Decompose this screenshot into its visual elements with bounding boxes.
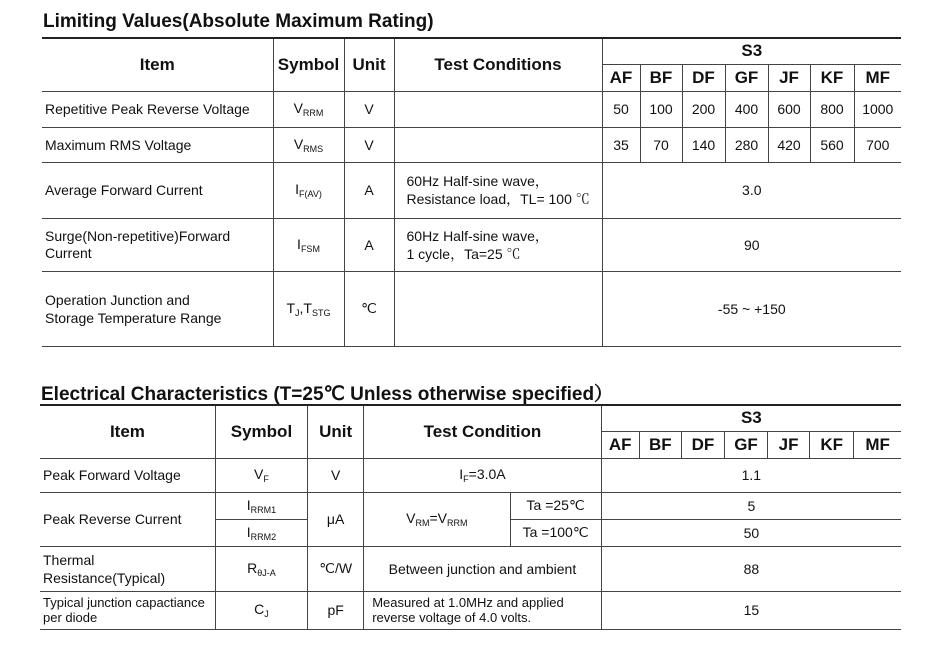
symbol-cell: $I_{F(AV)}$ bbox=[273, 162, 344, 218]
condition-line: 1 cycle，Ta=25 ℃ bbox=[406, 245, 521, 262]
symbol-cell: $V_F$ bbox=[215, 458, 307, 492]
condition-cell: $V_{RM}=V_{RRM}$ bbox=[364, 492, 510, 546]
unit-cell: pF bbox=[308, 591, 364, 629]
condition-cell bbox=[394, 271, 602, 346]
value-cell: 15 bbox=[601, 591, 901, 629]
variant-mf: MF bbox=[854, 431, 901, 458]
value-cell: 600 bbox=[768, 91, 810, 127]
table-row bbox=[42, 162, 901, 218]
item-label: Average Forward Current bbox=[45, 182, 203, 198]
header-test-conditions: Test Conditions bbox=[394, 38, 602, 91]
unit-cell: V bbox=[308, 458, 364, 492]
variant-jf: JF bbox=[768, 431, 810, 458]
value-cell: 70 bbox=[640, 127, 682, 162]
value-cell: 200 bbox=[682, 91, 725, 127]
item-label: Operation Junction and Storage Temperature Range bbox=[45, 291, 222, 326]
header-test-condition: Test Condition bbox=[364, 405, 602, 458]
table-row bbox=[40, 591, 901, 629]
condition-cell bbox=[394, 127, 602, 162]
variant-af: AF bbox=[602, 64, 640, 91]
symbol-cell: $R_{\theta J-A}$ bbox=[215, 546, 307, 591]
unit-cell: ℃/W bbox=[308, 546, 364, 591]
value-cell: 420 bbox=[768, 127, 810, 162]
variant-gf: GF bbox=[724, 431, 767, 458]
symbol-cell: $I_{RRM1}$ bbox=[215, 492, 307, 519]
symbol-cell: $V_{RRM}$ bbox=[273, 91, 344, 127]
limiting-title: Limiting Values(Absolute Maximum Rating) bbox=[43, 11, 434, 32]
value-cell: 800 bbox=[810, 91, 854, 127]
unit-cell: V bbox=[344, 127, 394, 162]
symbol-cell: $V_{RMS}$ bbox=[273, 127, 344, 162]
value-cell: 400 bbox=[725, 91, 768, 127]
symbol-cell: $C_J$ bbox=[215, 591, 307, 629]
item-label: Thermal Resistance(Typical) bbox=[43, 551, 166, 586]
value-cell: 140 bbox=[682, 127, 725, 162]
condition-line: 60Hz Half-sine wave， bbox=[406, 173, 549, 189]
limiting-table bbox=[42, 37, 901, 347]
table-row bbox=[42, 91, 901, 127]
variant-bf: BF bbox=[640, 64, 682, 91]
table-row bbox=[42, 218, 901, 271]
symbol-cell: $I_{FSM}$ bbox=[273, 218, 344, 271]
condition-cell: Measured at 1.0MHz and applied reverse voltage of 4.0 volts. bbox=[364, 591, 602, 629]
value-cell: 35 bbox=[602, 127, 640, 162]
variant-kf: KF bbox=[810, 64, 854, 91]
value-cell: -55 ~ +150 bbox=[602, 271, 901, 346]
symbol-cell: $I_{RRM2}$ bbox=[215, 519, 307, 546]
condition-cell: Between junction and ambient bbox=[364, 546, 602, 591]
variant-df: DF bbox=[682, 64, 725, 91]
table-row bbox=[40, 492, 901, 519]
condition-line: 60Hz Half-sine wave， bbox=[406, 227, 549, 244]
variant-bf: BF bbox=[639, 431, 681, 458]
unit-cell: μA bbox=[308, 492, 364, 546]
condition-line: Resistance load，TL= 100 ℃ bbox=[406, 191, 590, 207]
header-group-s3: S3 bbox=[602, 38, 901, 64]
value-cell: 5 bbox=[601, 492, 901, 519]
variant-mf: MF bbox=[854, 64, 901, 91]
value-cell: 1.1 bbox=[601, 458, 901, 492]
value-cell: 1000 bbox=[854, 91, 901, 127]
condition-cell bbox=[394, 162, 602, 218]
symbol-cell: $T_J,T_{STG}$ bbox=[273, 271, 344, 346]
header-item: Item bbox=[139, 54, 175, 74]
unit-cell: V bbox=[344, 91, 394, 127]
electrical-title: Electrical Characteristics (T=25℃ Unless otherwise specified） bbox=[41, 384, 614, 405]
table-row bbox=[42, 271, 901, 346]
value-cell: 280 bbox=[725, 127, 768, 162]
condition-cell: $I_F=3.0A$ bbox=[364, 458, 602, 492]
variant-kf: KF bbox=[810, 431, 854, 458]
unit-cell: A bbox=[344, 218, 394, 271]
value-cell: 88 bbox=[601, 546, 901, 591]
item-label: Typical junction capactiance per diode bbox=[43, 595, 205, 625]
header-unit: Unit bbox=[344, 38, 394, 91]
header-group-s3: S3 bbox=[601, 405, 901, 431]
temperature-cell: Ta =25℃ bbox=[510, 492, 601, 519]
condition-cell bbox=[394, 91, 602, 127]
value-cell: 560 bbox=[810, 127, 854, 162]
condition-cell bbox=[394, 218, 602, 271]
header-symbol: Symbol bbox=[273, 38, 344, 91]
item-label: Repetitive Peak Reverse Voltage bbox=[45, 101, 250, 117]
unit-cell: A bbox=[344, 162, 394, 218]
value-cell: 700 bbox=[854, 127, 901, 162]
item-label: Maximum RMS Voltage bbox=[45, 136, 192, 153]
variant-af: AF bbox=[601, 431, 639, 458]
table-row bbox=[40, 458, 901, 492]
variant-gf: GF bbox=[725, 64, 768, 91]
electrical-table bbox=[40, 404, 901, 630]
item-label: Peak Forward Voltage bbox=[43, 467, 181, 483]
unit-cell: ℃ bbox=[344, 271, 394, 346]
table-row bbox=[42, 127, 901, 162]
header-item: Item bbox=[109, 421, 145, 441]
variant-jf: JF bbox=[768, 64, 810, 91]
value-cell: 50 bbox=[602, 91, 640, 127]
header-symbol: Symbol bbox=[215, 405, 307, 458]
value-cell: 90 bbox=[602, 218, 901, 271]
variant-df: DF bbox=[681, 431, 724, 458]
value-cell: 3.0 bbox=[602, 162, 901, 218]
value-cell: 50 bbox=[601, 519, 901, 546]
item-label: Surge(Non-repetitive)Forward Current bbox=[45, 227, 231, 261]
header-unit: Unit bbox=[308, 405, 364, 458]
table-row bbox=[40, 546, 901, 591]
value-cell: 100 bbox=[640, 91, 682, 127]
temperature-cell: Ta =100℃ bbox=[510, 519, 601, 546]
item-label: Peak Reverse Current bbox=[43, 511, 182, 527]
